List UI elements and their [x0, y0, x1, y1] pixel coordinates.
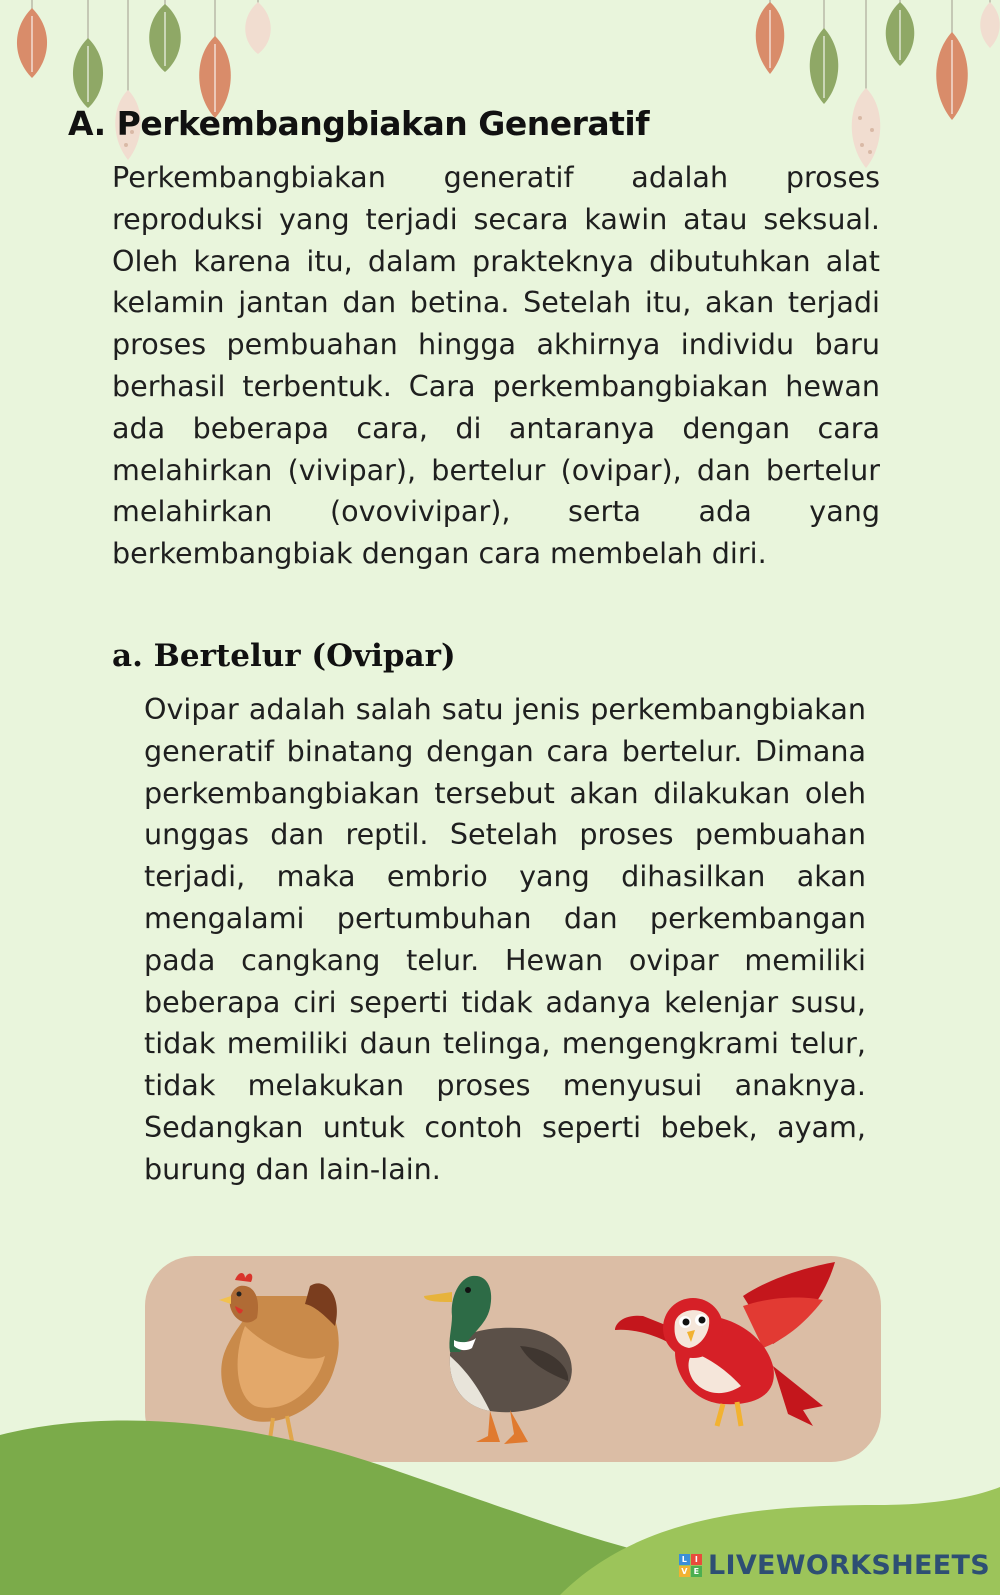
subsection-title: a. Bertelur (Ovipar) [112, 638, 456, 674]
section-title: A. Perkembangbiakan Generatif [68, 104, 650, 143]
brand-name: LIVEWORKSHEETS [707, 1550, 990, 1581]
hanging-leaves-decoration [0, 0, 1000, 180]
liveworksheets-logo-icon: L I V E [679, 1554, 702, 1577]
liveworksheets-brand [679, 1550, 990, 1581]
section-paragraph: Perkembangbiakan generatif adalah proses reproduksi yang terjadi secara kawin atau seksual. Oleh karena itu, dalam prakteknya dibutuhkan alat kelamin jantan dan betina. Setelah itu, akan terjadi proses pembuahan hingga akhirnya individu baru berhasil terbentuk. Cara perkembangbiakan hewan ada beberapa cara, di antaranya dengan cara melahirkan (vivipar), bertelur (ovipar), dan bertelur melahirkan (ovovivipar), serta ada yang berkembangbiak dengan cara membelah diri. [112, 160, 880, 571]
subsection-paragraph: Ovipar adalah salah satu jenis perkembangbiakan generatif binatang dengan cara bertelur. Dimana perkembangbiakan tersebut akan dilakukan oleh unggas dan reptil. Setelah proses pembuahan terjadi, maka embrio yang dihasilkan akan mengalami pertumbuhan dan perkembangan pada cangkang telur. Hewan ovipar memiliki beberapa ciri seperti tidak adanya kelenjar susu, tidak memiliki daun telinga, mengengkrami telur, tidak melakukan proses menyusui anaknya. Sedangkan untuk contoh seperti bebek, ayam, burung dan lain-lain. [144, 692, 866, 1186]
